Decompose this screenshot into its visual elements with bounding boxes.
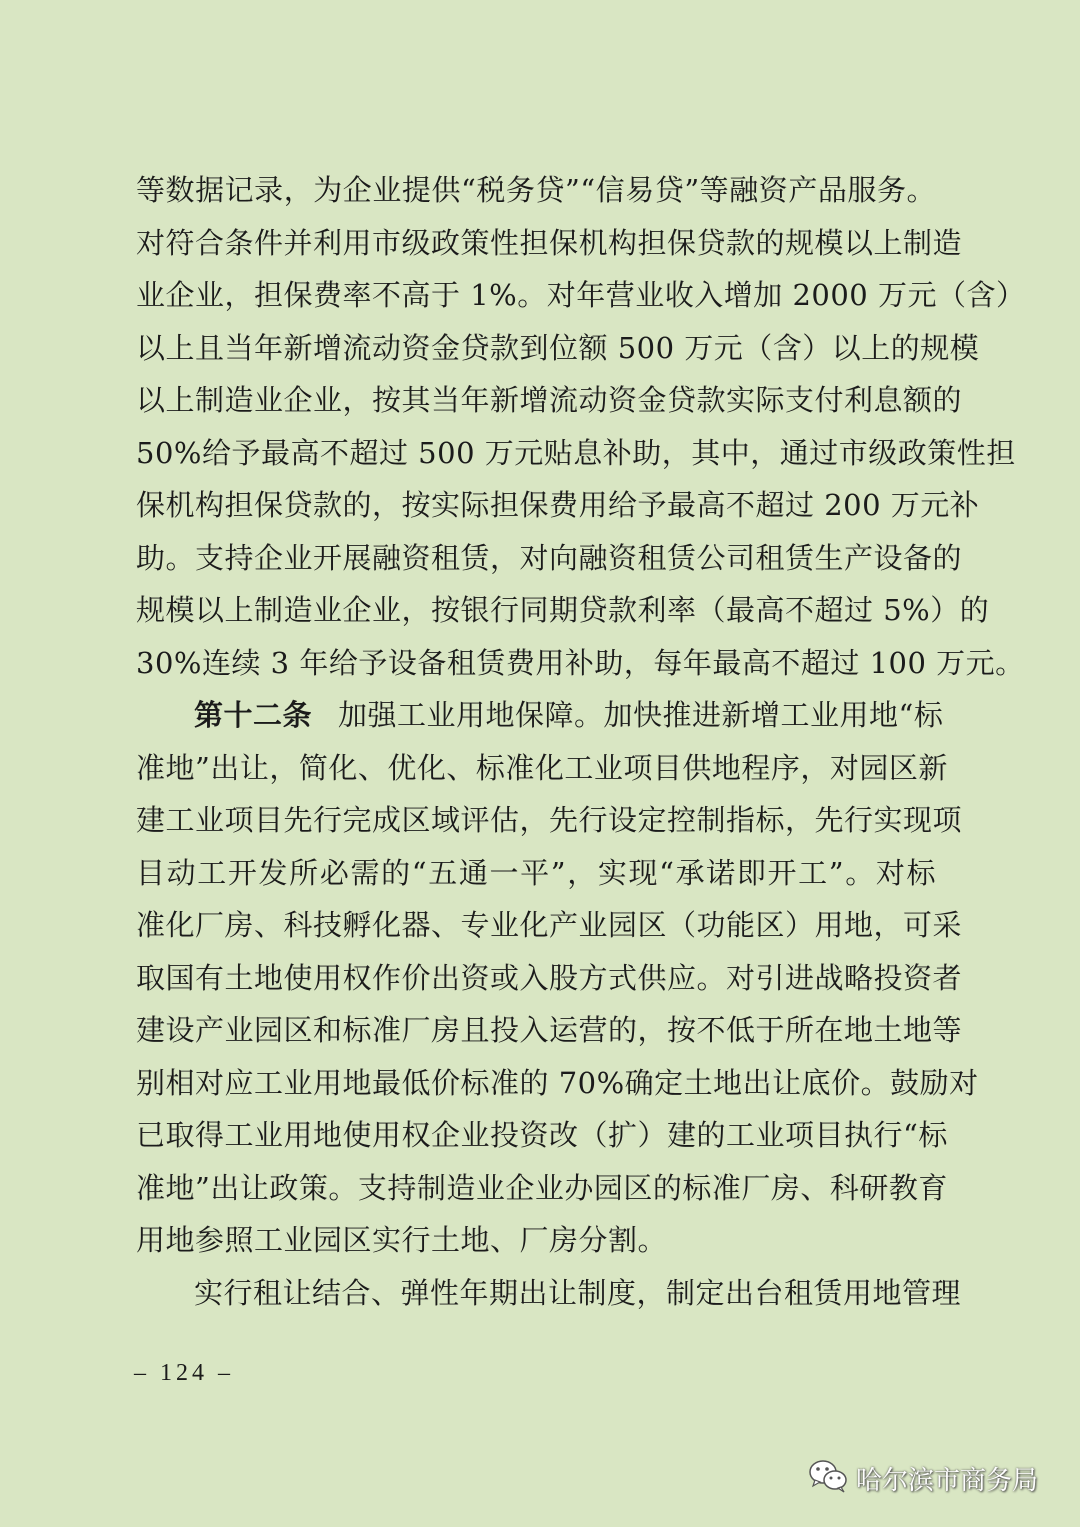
text-line: 助。支持企业开展融资租赁，对向融资租赁公司租赁生产设备的: [136, 540, 963, 575]
text-line: 规模以上制造业企业，按银行同期贷款利率（最高不超过 5%）的: [136, 593, 990, 627]
text-line: 实行租让结合、弹性年期出让制度，制定出台租赁用地管理: [194, 1275, 962, 1310]
text-line: 建工业项目先行完成区域评估，先行设定控制指标，先行实现项: [136, 803, 963, 837]
text-line: 对符合条件并利用市级政策性担保机构担保贷款的规模以上制造: [136, 225, 963, 260]
text-line: 业企业，担保费率不高于 1%。对年营业收入增加 2000 万元（含）: [136, 278, 1026, 312]
text-line: 保机构担保贷款的，按实际担保费用给予最高不超过 200 万元补: [136, 488, 980, 522]
wechat-icon: [808, 1458, 848, 1498]
text-line: 已取得工业用地使用权企业投资改（扩）建的工业项目执行“标: [136, 1118, 948, 1152]
document-body: [136, 164, 1026, 1319]
article-first-line-text: 加强工业用地保障。加快推进新增工业用地“标: [338, 698, 944, 732]
paragraph-1: [136, 164, 1026, 689]
text-line: 取国有土地使用权作价出资或入股方式供应。对引进战略投资者: [136, 960, 963, 995]
text-line: 准地”出让政策。支持制造业企业办园区的标准厂房、科研教育: [136, 1170, 948, 1205]
text-line: 建设产业园区和标准厂房且投入运营的，按不低于所在地土地等: [136, 1013, 963, 1047]
text-line: 等数据记录，为企业提供“税务贷”“信易贷”等融资产品服务。: [136, 173, 936, 207]
article-first-line: [136, 689, 944, 742]
text-line: 30%连续 3 年给予设备租赁费用补助，每年最高不超过 100 万元。: [136, 645, 1025, 680]
text-line: 50%给予最高不超过 500 万元贴息补助，其中，通过市级政策性担: [136, 435, 1016, 470]
text-line: 准地”出让，简化、优化、标准化工业项目供地程序，对园区新: [136, 750, 948, 785]
article-12: [136, 689, 979, 1267]
text-line: 准化厂房、科技孵化器、专业化产业园区（功能区）用地，可采: [136, 908, 963, 942]
watermark-text: 哈尔滨市商务局: [856, 1465, 1039, 1496]
paragraph-3: [136, 1267, 962, 1320]
text-line: 用地参照工业园区实行土地、厂房分割。: [136, 1223, 668, 1257]
article-heading: 第十二条: [194, 698, 313, 732]
watermark: [808, 1456, 1038, 1500]
text-line: 以上制造业企业，按其当年新增流动资金贷款实际支付利息额的: [136, 383, 963, 417]
text-line: 目动工开发所必需的“五通一平”，实现“承诺即开工”。对标: [136, 855, 936, 890]
text-line: 以上且当年新增流动资金贷款到位额 500 万元（含）以上的规模: [136, 330, 980, 365]
page-number: – 124 –: [134, 1360, 234, 1386]
text-line: 别相对应工业用地最低价标准的 70%确定土地出让底价。鼓励对: [136, 1065, 979, 1100]
